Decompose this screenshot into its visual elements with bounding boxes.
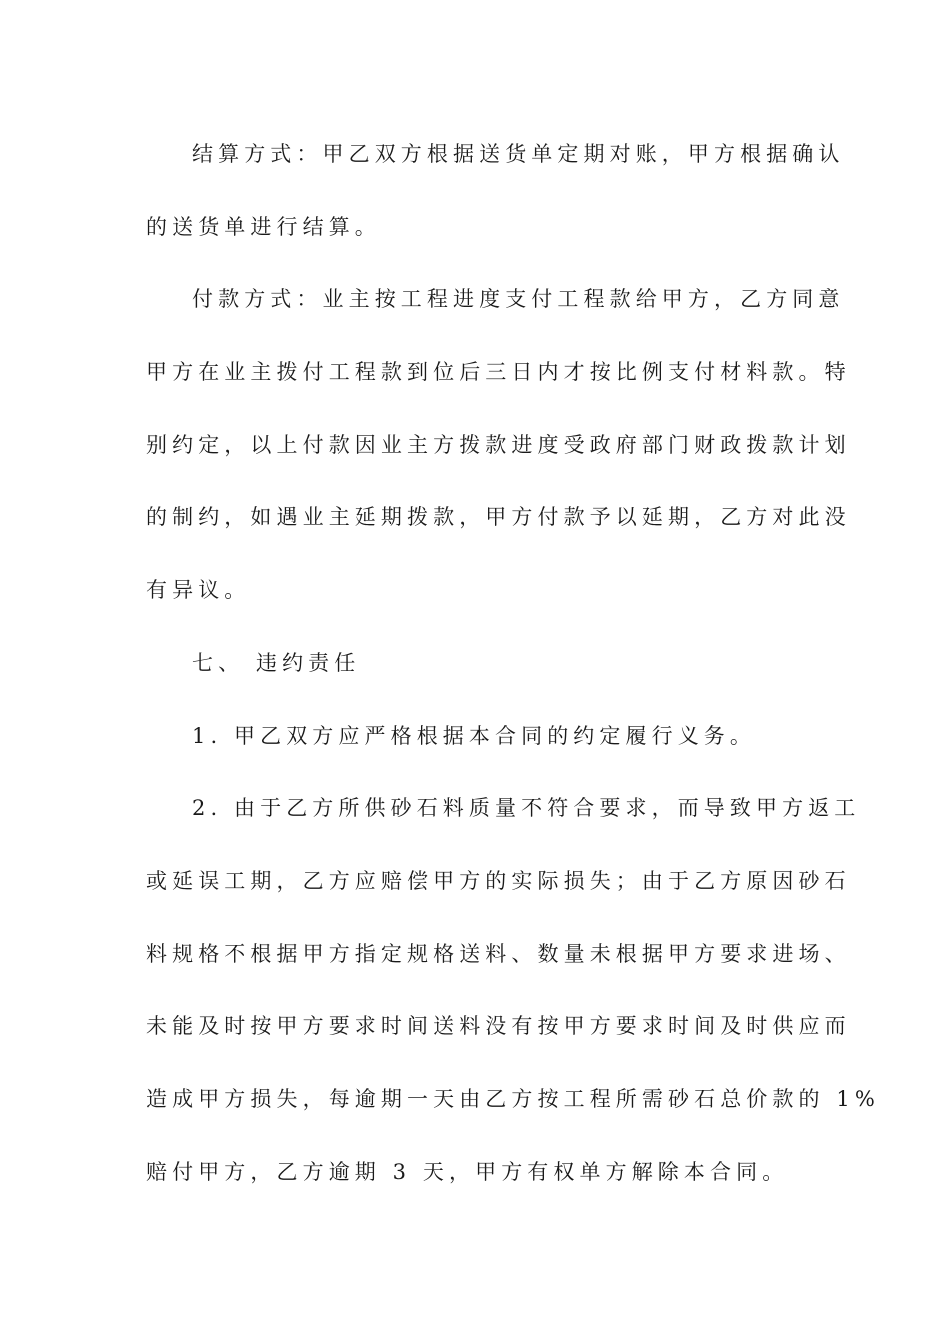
section-heading-breach: 七、 违约责任 <box>192 650 361 675</box>
clause-2-line-1: 2. 由于乙方所供砂石料质量不符合要求，而导致甲方返工 <box>192 796 861 821</box>
paragraph-settlement-line-2: 的送货单进行结算。 <box>146 214 381 239</box>
clause-2-line-3: 料规格不根据甲方指定规格送料、数量未根据甲方要求进场、 <box>146 941 851 966</box>
clause-1: 1. 甲乙双方应严格根据本合同的约定履行义务。 <box>192 723 757 748</box>
paragraph-payment-line-5: 有异议。 <box>146 578 251 603</box>
document-page <box>146 128 880 1218</box>
paragraph-payment-line-1: 付款方式：业主按工程进度支付工程款给甲方，乙方同意 <box>192 287 845 312</box>
clause-2-line-2: 或延误工期，乙方应赔偿甲方的实际损失；由于乙方原因砂石 <box>146 868 851 893</box>
paragraph-settlement-line-1: 结算方式：甲乙双方根据送货单定期对账，甲方根据确认 <box>192 142 845 166</box>
clause-2-line-4: 未能及时按甲方要求时间送料没有按甲方要求时间及时供应而 <box>146 1014 851 1039</box>
paragraph-payment-line-2: 甲方在业主拨付工程款到位后三日内才按比例支付材料款。特 <box>146 360 851 385</box>
clause-2-line-6: 赔付甲方，乙方逾期 3 天，甲方有权单方解除本合同。 <box>146 1159 789 1184</box>
clause-2-line-5: 造成甲方损失，每逾期一天由乙方按工程所需砂石总价款的 1% <box>146 1086 880 1111</box>
paragraph-payment-line-3: 别约定，以上付款因业主方拨款进度受政府部门财政拨款计划 <box>146 432 851 457</box>
paragraph-payment-line-4: 的制约，如遇业主延期拨款，甲方付款予以延期，乙方对此没 <box>146 505 851 530</box>
